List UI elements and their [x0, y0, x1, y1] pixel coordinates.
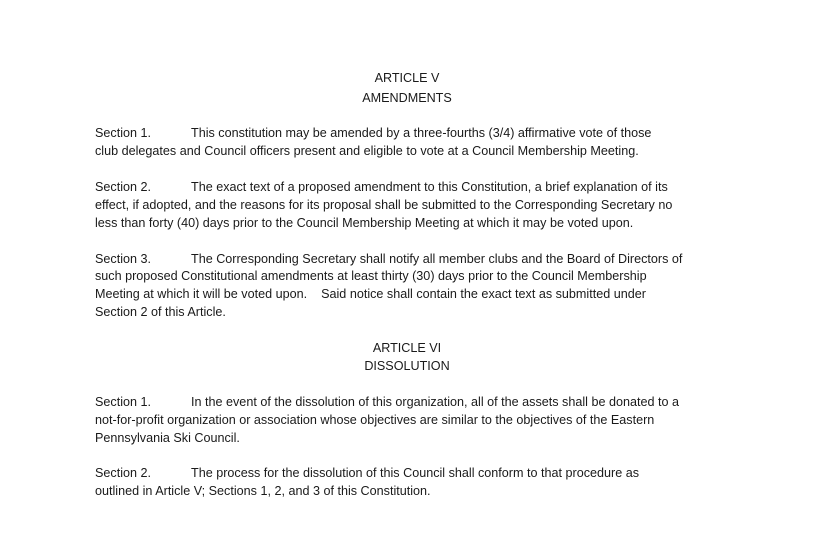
article-vi-section-2-line-1 — [95, 464, 639, 482]
article-v-section-2-line-3: less than forty (40) days prior to the Council Membership Meeting at which it may be voted upon. — [95, 216, 634, 230]
article-v-section-2-line-2: effect, if adopted, and the reasons for its proposal shall be submitted to the Corresponding Secretary no — [95, 198, 673, 212]
article-vi-subtitle: DISSOLUTION — [364, 359, 450, 373]
article-v-section-2-line-1 — [95, 178, 668, 196]
article-vi-section-1-text: In the event of the dissolution of this organization, all of the assets shall be donated to a — [191, 395, 679, 409]
article-v-section-3-text: The Corresponding Secretary shall notify all member clubs and the Board of Directors of — [191, 252, 683, 266]
article-v-section-3-line-2: such proposed Constitutional amendments at least thirty (30) days prior to the Council Membership — [95, 269, 647, 283]
article-v-section-3-line-4: Section 2 of this Article. — [95, 305, 226, 319]
article-v-section-2-label: Section 2. — [95, 180, 152, 194]
article-v-section-3-line-3: Meeting at which it will be voted upon. Said notice shall contain the exact text as submitted under — [95, 287, 646, 301]
article-vi-section-1-line-1 — [95, 393, 679, 411]
article-v-section-3-line-1 — [95, 250, 682, 268]
article-v-section-2-text: The exact text of a proposed amendment to this Constitution, a brief explanation of its — [191, 180, 668, 194]
article-vi-section-2-line-2: outlined in Article V; Sections 1, 2, and 3 of this Constitution. — [95, 484, 431, 498]
article-v-section-3-label: Section 3. — [95, 252, 152, 266]
article-vi-title: ARTICLE VI — [372, 341, 442, 355]
article-v-title: ARTICLE V — [374, 71, 440, 85]
article-v-section-1-text: This constitution may be amended by a three-fourths (3/4) affirmative vote of those — [191, 126, 652, 140]
article-vi-section-1-line-2: not-for-profit organization or association whose objectives are similar to the objectives of the Eastern — [95, 413, 655, 427]
article-v-subtitle: AMENDMENTS — [362, 91, 452, 105]
article-vi-section-2-label: Section 2. — [95, 466, 152, 480]
article-vi-section-1-label: Section 1. — [95, 395, 152, 409]
article-v-section-1-line-2: club delegates and Council officers present and eligible to vote at a Council Membership Meeting. — [95, 144, 639, 158]
article-vi-section-1-line-3: Pennsylvania Ski Council. — [95, 431, 240, 445]
article-vi-section-2-text: The process for the dissolution of this Council shall conform to that procedure as — [191, 466, 640, 480]
article-v-section-1-label: Section 1. — [95, 126, 152, 140]
article-v-section-1-line-1 — [95, 124, 651, 142]
